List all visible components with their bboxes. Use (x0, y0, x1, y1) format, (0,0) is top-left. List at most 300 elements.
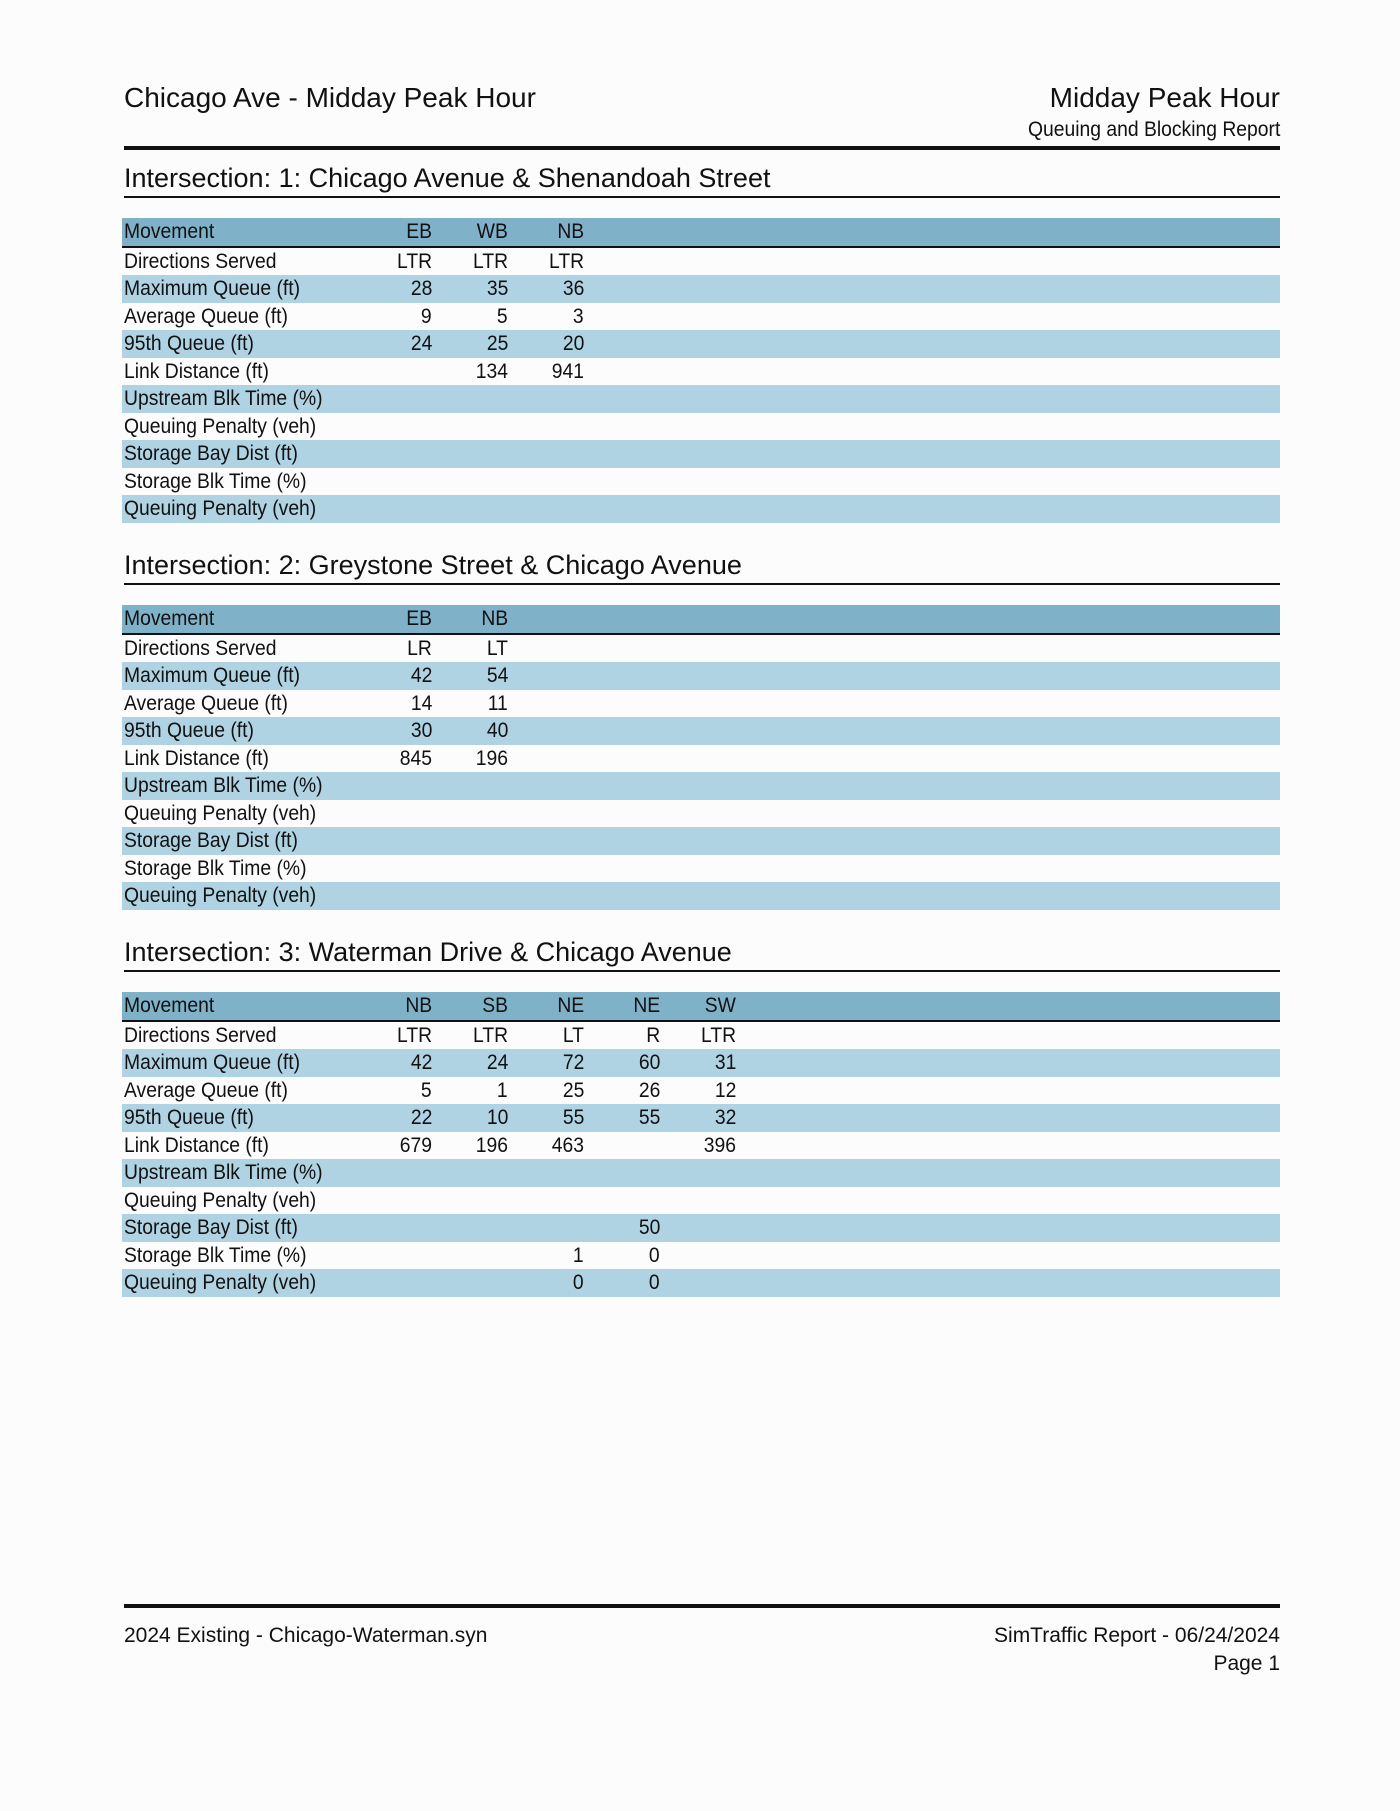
column-header-direction (660, 992, 736, 1021)
table-row (122, 413, 1280, 441)
row-filler (736, 1159, 1280, 1187)
cell-value: 25 (562, 1078, 584, 1102)
table-row (122, 1187, 1280, 1215)
cell-value: 0 (649, 1271, 660, 1294)
row-label (122, 247, 356, 276)
table-cell (356, 1269, 432, 1297)
table-cell (432, 1132, 508, 1160)
table-row (122, 1214, 1280, 1242)
cell-value: 10 (486, 1106, 508, 1129)
table-row (122, 468, 1280, 496)
row-label (122, 1021, 356, 1050)
cell-value: 32 (714, 1106, 736, 1129)
cell-value: 36 (562, 277, 584, 300)
row-filler (736, 1049, 1280, 1077)
row-label (122, 1187, 356, 1215)
row-label-text: Directions Served (124, 249, 277, 273)
cell-value: LTR (548, 249, 584, 273)
table-header-row (122, 992, 1280, 1021)
table-cell (432, 1187, 508, 1215)
cell-value: 14 (410, 691, 432, 715)
table-row (122, 800, 1280, 828)
table-cell (356, 358, 432, 386)
table-cell (432, 690, 508, 718)
table-cell (432, 440, 508, 468)
cell-value: LR (407, 636, 432, 660)
table-cell (584, 1049, 660, 1077)
table-cell (660, 1132, 736, 1160)
table-cell (508, 1242, 584, 1270)
column-header-movement (122, 218, 356, 247)
table-row (122, 385, 1280, 413)
row-filler (508, 662, 1280, 690)
table-cell (432, 303, 508, 331)
table-cell (356, 772, 432, 800)
table-cell (660, 1021, 736, 1050)
table-cell (432, 1214, 508, 1242)
table-cell (584, 1077, 660, 1105)
row-label-text: Storage Bay Dist (ft) (124, 1216, 298, 1239)
table-cell (356, 662, 432, 690)
column-header-label: EB (406, 220, 432, 243)
row-label (122, 772, 356, 800)
table-row (122, 1077, 1280, 1105)
table-cell (508, 1049, 584, 1077)
header-rule (124, 146, 1280, 150)
column-header-label: NB (557, 220, 584, 243)
row-label (122, 690, 356, 718)
column-header-label: Movement (124, 607, 215, 630)
table-cell (356, 717, 432, 745)
table-cell (432, 882, 508, 910)
row-label-text: 95th Queue (ft) (124, 719, 254, 742)
row-filler (508, 827, 1280, 855)
table-cell (432, 468, 508, 496)
cell-value: LTR (396, 1023, 432, 1047)
table-cell (660, 1077, 736, 1105)
cell-value: 5 (497, 304, 508, 328)
table-cell (432, 772, 508, 800)
row-label (122, 1077, 356, 1105)
cell-value: 463 (551, 1133, 584, 1157)
row-label (122, 1269, 356, 1297)
header-filler (736, 992, 1280, 1021)
row-label (122, 827, 356, 855)
row-filler (736, 1269, 1280, 1297)
table-row (122, 855, 1280, 883)
page-header (124, 80, 1280, 150)
table-cell (432, 1159, 508, 1187)
row-label (122, 330, 356, 358)
cell-value: 35 (486, 277, 508, 300)
footer-page-number: Page 1 (1213, 1652, 1280, 1675)
cell-value: 12 (714, 1078, 736, 1102)
cell-value: 3 (573, 304, 584, 328)
table-cell (508, 1077, 584, 1105)
table-cell (660, 1242, 736, 1270)
table-cell (584, 1159, 660, 1187)
table-cell (660, 1214, 736, 1242)
row-label (122, 440, 356, 468)
row-label-text: Queuing Penalty (veh) (124, 1271, 317, 1294)
row-label-text: Queuing Penalty (veh) (124, 884, 317, 907)
column-header-direction (432, 218, 508, 247)
row-filler (584, 330, 1280, 358)
table-cell (584, 1269, 660, 1297)
table-row (122, 690, 1280, 718)
row-label-text: Storage Blk Time (%) (124, 1243, 307, 1267)
table-cell (432, 827, 508, 855)
row-filler (736, 1021, 1280, 1050)
row-filler (584, 358, 1280, 386)
column-header-label: NB (481, 607, 508, 630)
row-label (122, 634, 356, 663)
table-cell (584, 1021, 660, 1050)
row-label (122, 385, 356, 413)
table-cell (660, 1104, 736, 1132)
column-header-label: WB (476, 220, 508, 243)
table-cell (508, 495, 584, 523)
intersection-title: Intersection: 3: Waterman Drive & Chicago Avenue (124, 936, 1280, 972)
table-cell (432, 745, 508, 773)
row-label-text: Storage Bay Dist (ft) (124, 829, 298, 852)
table-row (122, 827, 1280, 855)
row-label-text: 95th Queue (ft) (124, 1106, 254, 1129)
table-cell (432, 1269, 508, 1297)
row-label (122, 800, 356, 828)
table-cell (508, 1187, 584, 1215)
table-row (122, 1049, 1280, 1077)
table-cell (584, 1242, 660, 1270)
row-filler (508, 634, 1280, 663)
row-filler (584, 385, 1280, 413)
row-label-text: Link Distance (ft) (124, 1133, 269, 1157)
table-cell (432, 413, 508, 441)
row-label-text: 95th Queue (ft) (124, 332, 254, 355)
row-filler (508, 855, 1280, 883)
table-cell (660, 1269, 736, 1297)
cell-value: 20 (562, 332, 584, 355)
row-label (122, 1049, 356, 1077)
header-filler (508, 605, 1280, 634)
cell-value: 196 (475, 1133, 508, 1157)
cell-value: 55 (638, 1106, 660, 1129)
table-cell (356, 827, 432, 855)
row-label-text: Maximum Queue (ft) (124, 277, 301, 300)
queue-table (122, 218, 1280, 523)
cell-value: LTR (472, 249, 508, 273)
row-filler (584, 247, 1280, 276)
table-cell (508, 1104, 584, 1132)
table-cell (432, 247, 508, 276)
row-label-text: Directions Served (124, 636, 277, 660)
row-label-text: Maximum Queue (ft) (124, 664, 301, 687)
table-row (122, 1159, 1280, 1187)
table-cell (508, 275, 584, 303)
row-label (122, 717, 356, 745)
row-filler (584, 440, 1280, 468)
cell-value: 24 (410, 332, 432, 355)
table-cell (432, 800, 508, 828)
cell-value: 55 (562, 1106, 584, 1129)
table-cell (356, 800, 432, 828)
table-cell (432, 855, 508, 883)
table-cell (508, 358, 584, 386)
row-label-text: Queuing Penalty (veh) (124, 497, 317, 520)
cell-value: 9 (421, 304, 432, 328)
table-cell (356, 1187, 432, 1215)
row-label-text: Average Queue (ft) (124, 304, 288, 328)
table-cell (432, 1049, 508, 1077)
queue-table (122, 992, 1280, 1297)
table-cell (356, 882, 432, 910)
table-cell (508, 1159, 584, 1187)
row-label (122, 495, 356, 523)
table-cell (508, 330, 584, 358)
cell-value: LTR (700, 1023, 736, 1047)
cell-value: LT (486, 636, 508, 660)
table-cell (356, 385, 432, 413)
table-cell (356, 1214, 432, 1242)
row-label-text: Storage Blk Time (%) (124, 856, 307, 880)
row-label (122, 358, 356, 386)
table-cell (432, 1021, 508, 1050)
cell-value: 72 (562, 1051, 584, 1074)
cell-value: 1 (497, 1078, 508, 1102)
row-label (122, 1104, 356, 1132)
cell-value: 31 (714, 1051, 736, 1074)
table-cell (432, 1104, 508, 1132)
row-filler (508, 690, 1280, 718)
cell-value: 1 (573, 1243, 584, 1267)
queue-table (122, 605, 1280, 910)
table-cell (356, 275, 432, 303)
cell-value: 5 (421, 1078, 432, 1102)
cell-value: 22 (410, 1106, 432, 1129)
column-header-label: NE (633, 994, 660, 1017)
column-header-label: Movement (124, 220, 215, 243)
table-row (122, 745, 1280, 773)
report-period: Midday Peak Hour (1049, 82, 1280, 113)
column-header-direction (356, 605, 432, 634)
row-label (122, 745, 356, 773)
table-cell (432, 634, 508, 663)
table-row (122, 1021, 1280, 1050)
row-filler (736, 1077, 1280, 1105)
table-row (122, 634, 1280, 663)
column-header-movement (122, 605, 356, 634)
row-filler (584, 495, 1280, 523)
table-cell (584, 1132, 660, 1160)
cell-value: LT (562, 1023, 584, 1047)
row-label-text: Average Queue (ft) (124, 1078, 288, 1102)
intersection-title: Intersection: 2: Greystone Street & Chicago Avenue (124, 549, 1280, 585)
table-cell (356, 1104, 432, 1132)
column-header-label: NE (557, 994, 584, 1017)
table-cell (356, 413, 432, 441)
row-filler (508, 882, 1280, 910)
cell-value: 0 (649, 1243, 660, 1267)
row-label-text: Directions Served (124, 1023, 277, 1047)
row-label (122, 1132, 356, 1160)
footer-file-name: 2024 Existing - Chicago-Waterman.syn (124, 1624, 488, 1647)
table-row (122, 662, 1280, 690)
table-cell (432, 1242, 508, 1270)
row-label-text: Storage Blk Time (%) (124, 469, 307, 493)
column-header-movement (122, 992, 356, 1021)
table-row (122, 303, 1280, 331)
column-header-label: NB (405, 994, 432, 1017)
table-cell (508, 468, 584, 496)
intersection-title: Intersection: 1: Chicago Avenue & Shenandoah Street (124, 162, 1280, 198)
table-cell (432, 1077, 508, 1105)
column-header-label: SW (704, 994, 736, 1017)
row-filler (736, 1132, 1280, 1160)
table-cell (356, 745, 432, 773)
cell-value: LTR (396, 249, 432, 273)
table-row (122, 1104, 1280, 1132)
column-header-direction (508, 992, 584, 1021)
table-cell (356, 1021, 432, 1050)
table-cell (432, 662, 508, 690)
table-row (122, 1132, 1280, 1160)
column-header-direction (432, 992, 508, 1021)
table-cell (432, 717, 508, 745)
header-filler (584, 218, 1280, 247)
table-cell (356, 495, 432, 523)
table-cell (508, 1021, 584, 1050)
table-row (122, 882, 1280, 910)
row-label-text: Upstream Blk Time (%) (124, 387, 323, 410)
row-label (122, 882, 356, 910)
cell-value: 24 (486, 1051, 508, 1074)
table-row (122, 1242, 1280, 1270)
table-cell (660, 1187, 736, 1215)
cell-value: 54 (486, 664, 508, 687)
row-filler (508, 745, 1280, 773)
table-cell (356, 330, 432, 358)
cell-value: R (646, 1023, 660, 1047)
table-cell (508, 440, 584, 468)
row-label-text: Link Distance (ft) (124, 359, 269, 383)
table-row (122, 275, 1280, 303)
table-cell (356, 1132, 432, 1160)
table-cell (508, 247, 584, 276)
table-cell (508, 1214, 584, 1242)
table-cell (584, 1214, 660, 1242)
footer-rule (124, 1604, 1280, 1608)
table-header-row (122, 218, 1280, 247)
row-label-text: Storage Bay Dist (ft) (124, 442, 298, 465)
table-cell (356, 440, 432, 468)
table-row (122, 330, 1280, 358)
table-cell (508, 385, 584, 413)
footer-report-date: SimTraffic Report - 06/24/2024 (994, 1624, 1280, 1647)
table-cell (432, 495, 508, 523)
row-filler (584, 468, 1280, 496)
row-label-text: Link Distance (ft) (124, 746, 269, 770)
table-cell (356, 468, 432, 496)
row-label (122, 413, 356, 441)
row-label (122, 468, 356, 496)
row-label-text: Upstream Blk Time (%) (124, 774, 323, 797)
table-cell (356, 634, 432, 663)
row-label (122, 1214, 356, 1242)
cell-value: 845 (399, 746, 432, 770)
table-cell (508, 1132, 584, 1160)
cell-value: 40 (486, 719, 508, 742)
table-row (122, 440, 1280, 468)
table-cell (356, 690, 432, 718)
row-filler (584, 275, 1280, 303)
cell-value: 941 (551, 359, 584, 383)
column-header-direction (584, 992, 660, 1021)
cell-value: 42 (410, 1051, 432, 1074)
row-label (122, 1242, 356, 1270)
row-filler (736, 1214, 1280, 1242)
row-label-text: Average Queue (ft) (124, 691, 288, 715)
row-label-text: Maximum Queue (ft) (124, 1051, 301, 1074)
cell-value: 25 (486, 332, 508, 355)
table-cell (356, 1077, 432, 1105)
table-cell (508, 413, 584, 441)
report-type: Queuing and Blocking Report (1027, 118, 1280, 141)
column-header-label: Movement (124, 994, 215, 1017)
column-header-direction (432, 605, 508, 634)
table-cell (356, 303, 432, 331)
cell-value: 134 (475, 359, 508, 383)
table-row (122, 495, 1280, 523)
table-cell (660, 1049, 736, 1077)
table-cell (356, 855, 432, 883)
table-cell (356, 1242, 432, 1270)
table-cell (508, 303, 584, 331)
cell-value: LTR (472, 1023, 508, 1047)
row-filler (736, 1187, 1280, 1215)
table-row (122, 1269, 1280, 1297)
table-cell (584, 1104, 660, 1132)
table-cell (356, 1049, 432, 1077)
cell-value: 26 (638, 1078, 660, 1102)
cell-value: 28 (410, 277, 432, 300)
table-cell (432, 275, 508, 303)
row-label (122, 855, 356, 883)
row-label (122, 662, 356, 690)
cell-value: 42 (410, 664, 432, 687)
row-filler (584, 413, 1280, 441)
cell-value: 679 (399, 1133, 432, 1157)
row-filler (508, 800, 1280, 828)
row-label-text: Upstream Blk Time (%) (124, 1161, 323, 1184)
table-row (122, 772, 1280, 800)
row-label-text: Queuing Penalty (veh) (124, 801, 317, 825)
row-label (122, 303, 356, 331)
table-cell (356, 1159, 432, 1187)
column-header-direction (356, 992, 432, 1021)
column-header-direction (508, 218, 584, 247)
row-filler (584, 303, 1280, 331)
column-header-direction (356, 218, 432, 247)
cell-value: 196 (475, 746, 508, 770)
table-header-row (122, 605, 1280, 634)
column-header-label: EB (406, 607, 432, 630)
table-row (122, 247, 1280, 276)
row-filler (508, 717, 1280, 745)
cell-value: 30 (410, 719, 432, 742)
row-label-text: Queuing Penalty (veh) (124, 1188, 317, 1212)
table-cell (356, 247, 432, 276)
table-cell (432, 385, 508, 413)
